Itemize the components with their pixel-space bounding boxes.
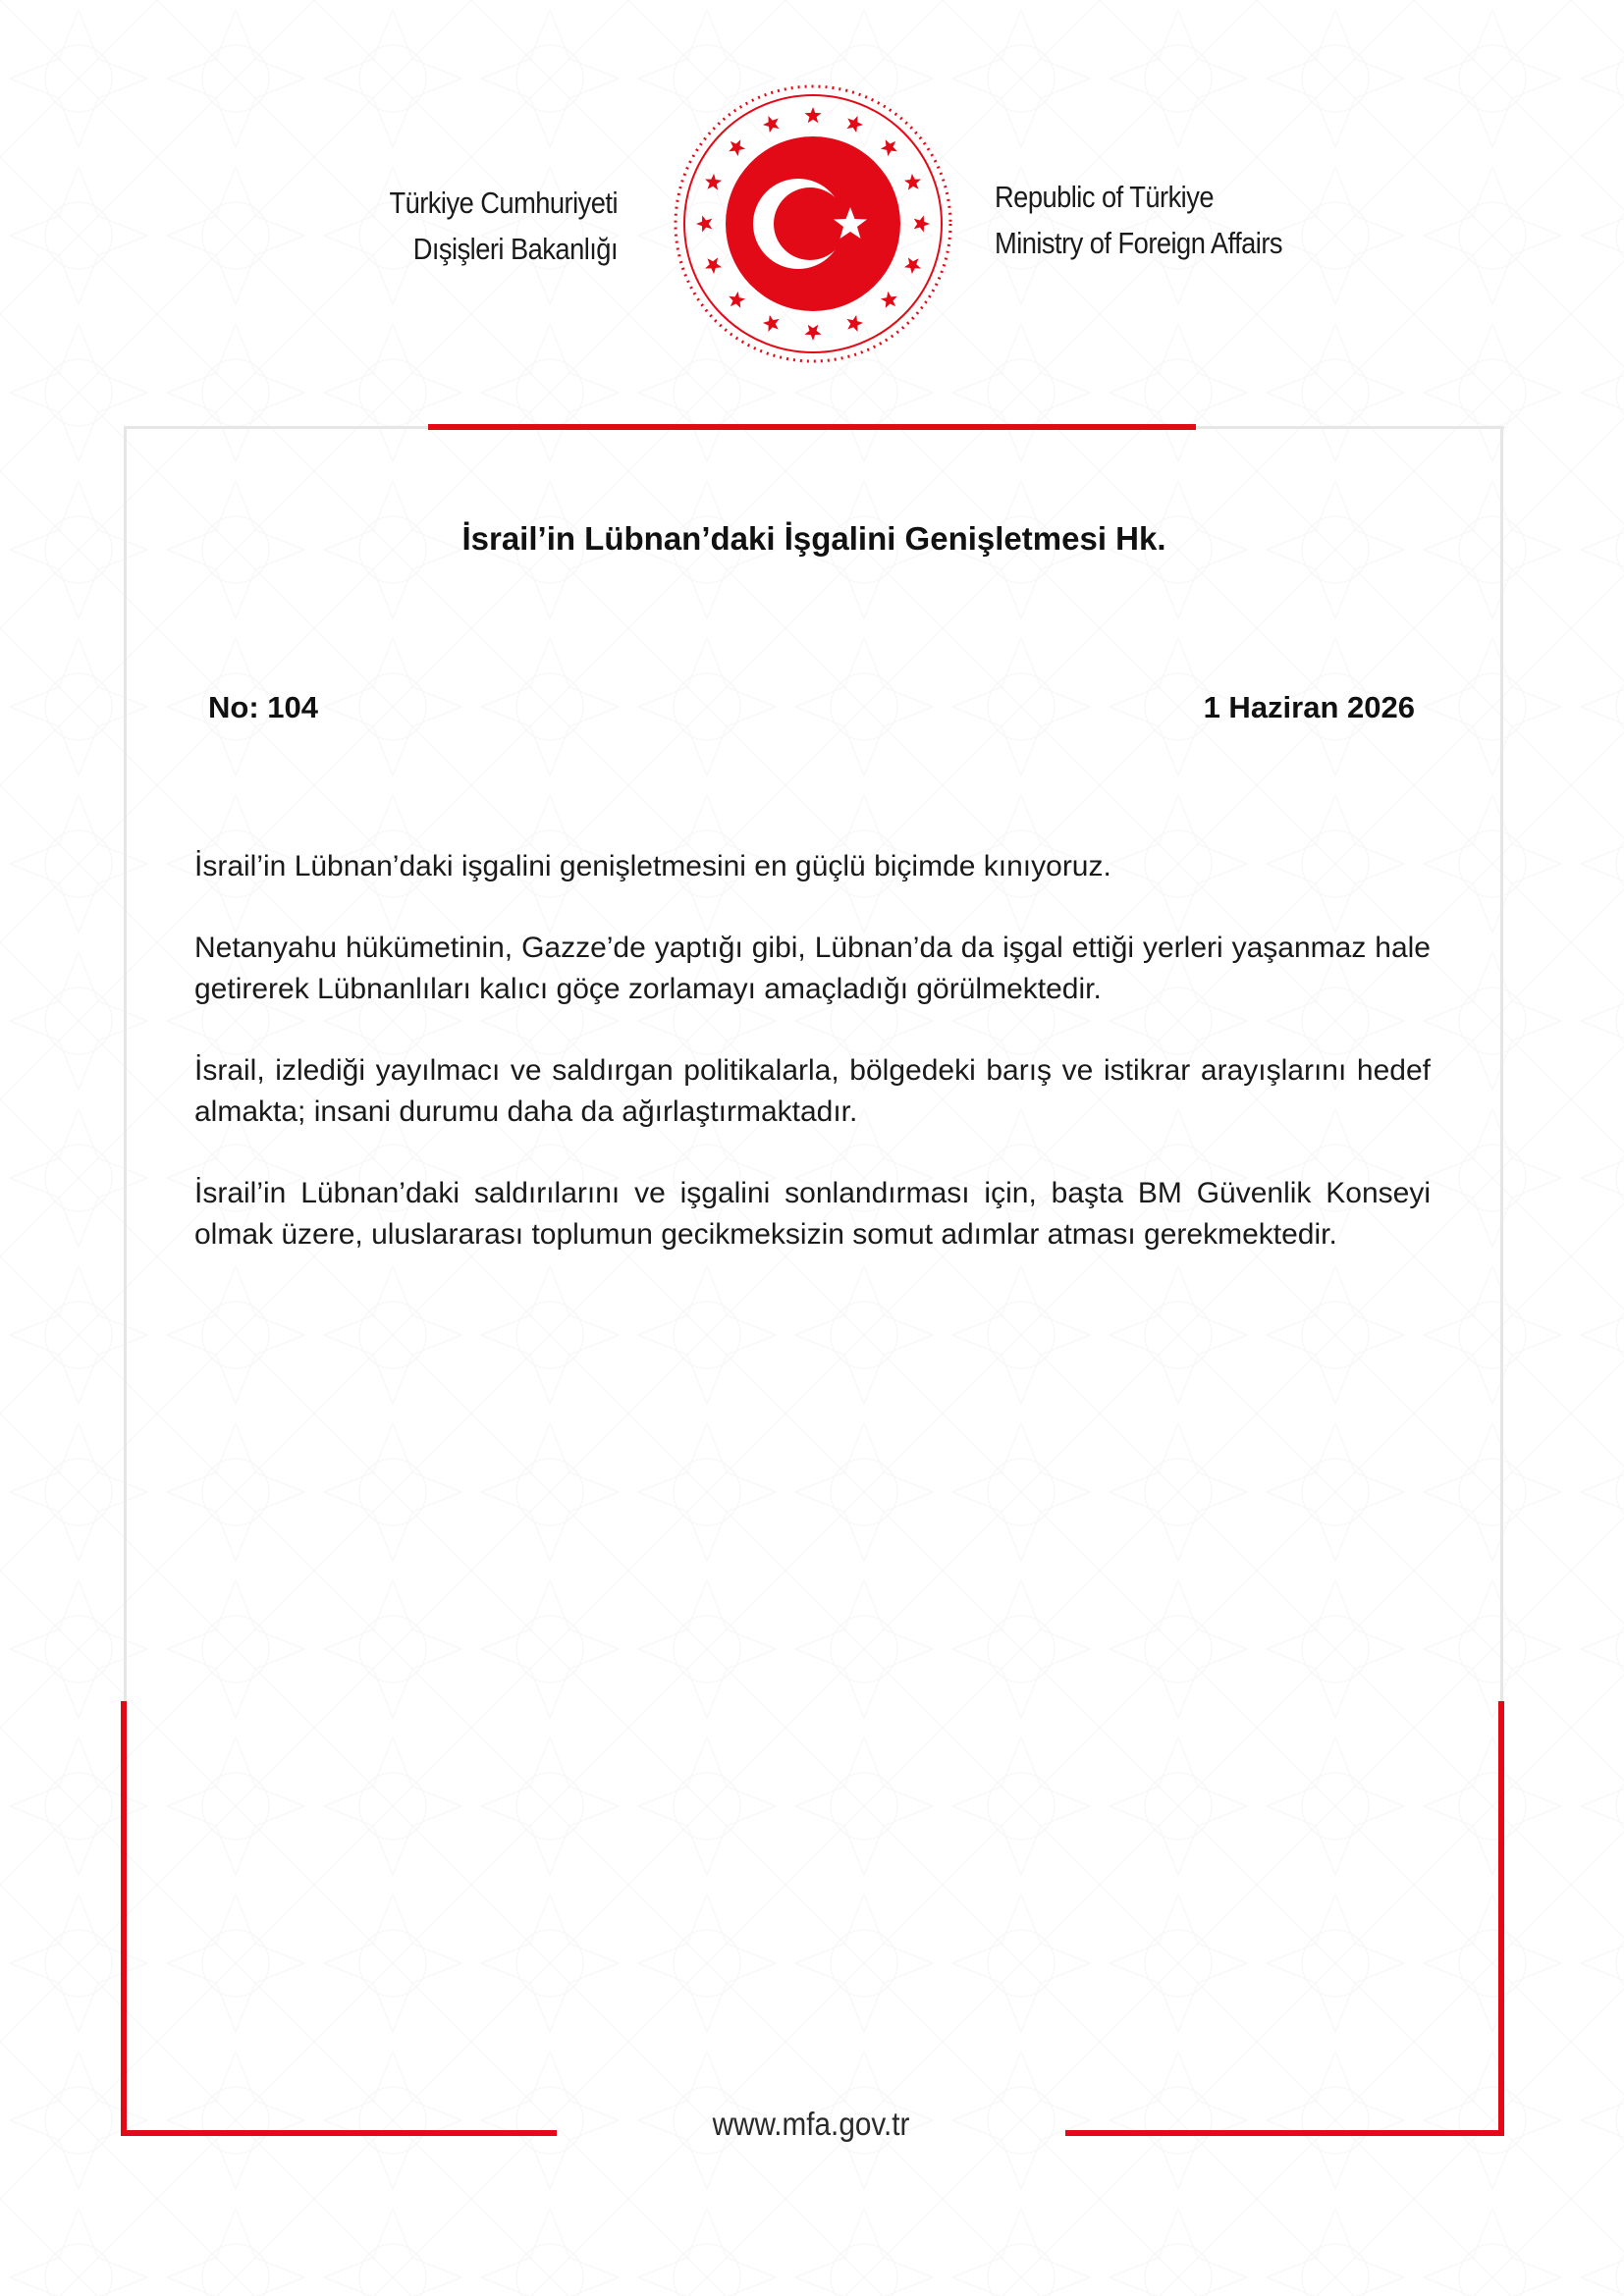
document-title: İsrail’in Lübnan’daki İşgalini Genişletmesi Hk. [461, 520, 1166, 557]
emblem-ring-star-icon [696, 215, 712, 232]
emblem-ring-star-icon [881, 292, 897, 308]
body-paragraph: İsrail, izlediği yayılmacı ve saldırgan politikalarla, bölgedeki barış ve istikrar arayışlarını hedef almakta; insani durumu daha da ağırlaştırmaktadır. [194, 1054, 1431, 1128]
emblem-ring-star-icon [705, 174, 722, 190]
ministry-name-english [995, 174, 1358, 266]
emblem-ring-star-icon [804, 107, 821, 123]
document-number: No: 104 [208, 690, 318, 724]
emblem-ring-star-icon [904, 174, 921, 190]
emblem-ring-star-icon [804, 325, 821, 341]
frame-left-border [124, 426, 127, 1702]
body-paragraph: Netanyahu hükümetinin, Gazze’de yaptığı gibi, Lübnan’da da işgal ettiği yerleri yaşanmaz hale getirerek Lübnanlıları kalıcı göçe zorlamayı amaçladığı görülmektedir. [194, 932, 1431, 1005]
frame-red-accent-right [1498, 1701, 1504, 2136]
frame-red-accent-bottom-left [121, 2130, 557, 2136]
frame-right-border [1500, 426, 1503, 1702]
emblem-ring-star-icon [729, 292, 745, 308]
ministry-name-turkish-line1: Türkiye Cumhuriyeti [389, 186, 618, 220]
crescent-star-emblem-icon [671, 81, 955, 366]
body-paragraph: İsrail’in Lübnan’daki saldırılarını ve işgalini sonlandırması için, başta BM Güvenlik Konseyi olmak üzere, uluslararası toplumun gecikmeksizin somut adımlar atması gerekmektedir. [194, 1177, 1431, 1251]
emblem-ring-star-icon [846, 315, 863, 332]
body-paragraph: İsrail’in Lübnan’daki işgalini genişletmesini en güçlü biçimde kınıyoruz. [194, 850, 1111, 882]
emblem-ring-star-icon [763, 315, 780, 332]
emblem-ring-star-icon [846, 116, 863, 133]
frame-red-accent-left [121, 1701, 127, 2136]
document-date: 1 Haziran 2026 [1203, 690, 1415, 724]
ministry-name-english-line1: Republic of Türkiye [995, 180, 1214, 214]
emblem-ring-star-icon [914, 215, 930, 232]
frame-red-accent-top [428, 424, 1196, 430]
document-body [194, 846, 1431, 1296]
emblem-ring-star-icon [729, 139, 745, 156]
emblem-ring-star-icon [881, 139, 897, 156]
frame-red-accent-bottom-right [1065, 2130, 1504, 2136]
ministry-name-english-line2: Ministry of Foreign Affairs [995, 226, 1283, 260]
ministry-name-turkish [306, 180, 618, 272]
ministry-name-turkish-line2: Dışişleri Bakanlığı [412, 232, 618, 266]
emblem-ring-star-icon [904, 257, 921, 274]
emblem-ring-star-icon [763, 116, 780, 133]
footer-website-link[interactable]: www.mfa.gov.tr [712, 2106, 910, 2142]
emblem-ring-star-icon [705, 257, 722, 274]
